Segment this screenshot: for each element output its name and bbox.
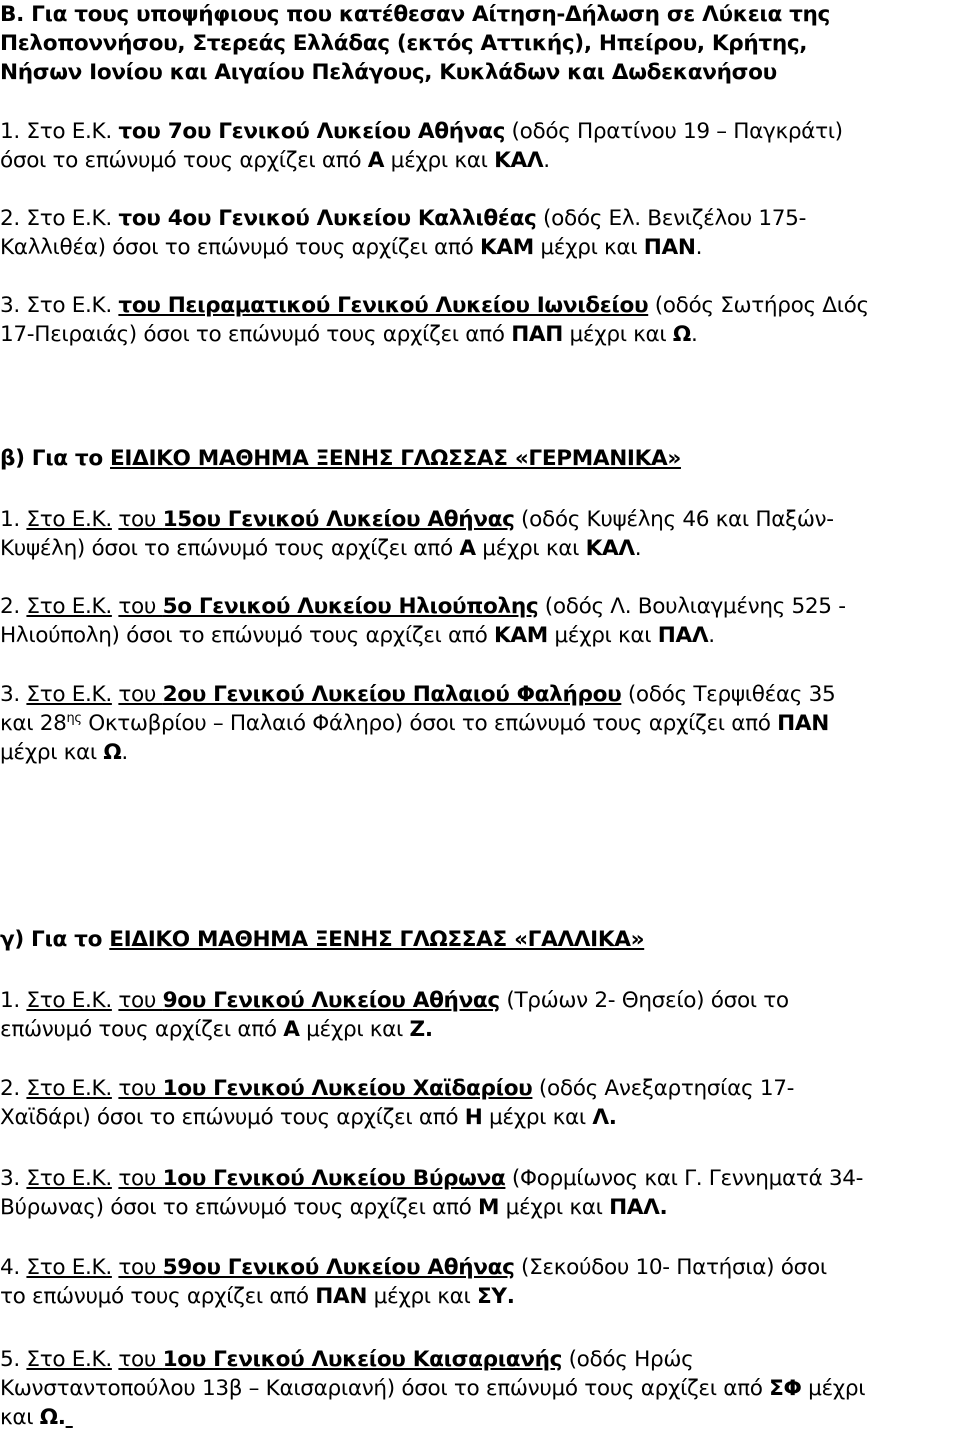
range-from: ΠΑΝ <box>315 1284 368 1309</box>
exam-center-label: Στο Ε.Κ. <box>26 293 112 318</box>
exam-center-label: Στο Ε.Κ. <box>26 594 112 619</box>
exam-center-label: Στο Ε.Κ. <box>26 682 112 707</box>
item-number: 2. <box>0 206 20 231</box>
school-name: του 4ου Γενικού Λυκείου Καλλιθέας <box>118 206 537 231</box>
range-to: ΚΑΛ <box>585 536 635 561</box>
range-from: Α <box>283 1017 300 1042</box>
range-from: ΠΑΝ <box>777 711 829 736</box>
school-name: 2ου Γενικού Λυκείου Παλαιού Φαλήρου <box>162 682 622 707</box>
subject-title: ΕΙΔΙΚΟ ΜΑΘΗΜΑ ΞΕΝΗΣ ΓΛΩΣΣΑΣ «ΓΕΡΜΑΝΙΚΑ» <box>110 446 681 471</box>
range-from: Α <box>367 148 385 173</box>
exam-center-label: Στο Ε.Κ. <box>26 988 112 1013</box>
list-item: 1. Στο Ε.Κ. του 15ου Γενικού Λυκείου Αθήνας (οδός Κυψέλης 46 και Παξών- Κυψέλη) όσοι το επώνυμό τους αρχίζει από Α μέχρι και ΚΑΛ. <box>0 507 834 561</box>
address: (Τρώων 2- Θησείο) όσοι το <box>499 988 789 1013</box>
list-item: 2. Στο Ε.Κ. του 4ου Γενικού Λυκείου Καλλιθέας (οδός Ελ. Βενιζέλου 175- Καλλιθέα) όσοι το επώνυμό τους αρχίζει από ΚΑΜ μέχρι και ΠΑΝ. <box>0 206 807 260</box>
address: (Φορμίωνος και Γ. Γεννηματά 34- <box>505 1166 864 1191</box>
item-number: 2. <box>0 594 20 619</box>
list-item: 5. Στο Ε.Κ. του 1ου Γενικού Λυκείου Καισαριανής (οδός Ηρώς Κωνσταντοπούλου 13β – Καισαριανή) όσοι το επώνυμό τους αρχίζει από ΣΦ μέχρι και Ω. <box>0 1347 866 1430</box>
exam-center-label: Στο Ε.Κ. <box>26 206 112 231</box>
item-number: 3. <box>0 682 20 707</box>
school-name: 5ο Γενικού Λυκείου Ηλιούπολης <box>162 594 539 619</box>
range-from: Η <box>464 1105 483 1130</box>
range-to: ΚΑΛ <box>494 148 544 173</box>
item-number: 1. <box>0 988 20 1013</box>
address: (οδός Τερψιθέας 35 <box>621 682 836 707</box>
item-number: 5. <box>0 1347 20 1372</box>
school-name: 15ου Γενικού Λυκείου Αθήνας <box>162 507 515 532</box>
address: (οδός Πρατίνου 19 – Παγκράτι) <box>505 119 843 144</box>
range-from: Α <box>459 536 476 561</box>
range-to: Λ <box>592 1105 609 1130</box>
range-from: Μ <box>478 1195 500 1220</box>
range-to: Ω <box>672 322 691 347</box>
exam-center-label: Στο Ε.Κ. <box>26 1166 112 1191</box>
item-number: 3. <box>0 1166 20 1191</box>
range-to: ΠΑΛ <box>657 623 709 648</box>
section-b-heading <box>0 0 960 87</box>
list-item: 2. Στο Ε.Κ. του 5ο Γενικού Λυκείου Ηλιούπολης (οδός Λ. Βουλιαγμένης 525 - Ηλιούπολη) όσοι το επώνυμό τους αρχίζει από ΚΑΜ μέχρι και ΠΑΛ. <box>0 594 846 648</box>
subject-title: ΕΙΔΙΚΟ ΜΑΘΗΜΑ ΞΕΝΗΣ ΓΛΩΣΣΑΣ «ΓΑΛΛΙΚΑ» <box>109 927 645 952</box>
school-name: του 7ου Γενικού Λυκείου Αθήνας <box>118 119 506 144</box>
list-item: 4. Στο Ε.Κ. του 59ου Γενικού Λυκείου Αθήνας (Σεκούδου 10- Πατήσια) όσοι το επώνυμό τους αρχίζει από ΠΑΝ μέχρι και ΣΥ. <box>0 1255 827 1309</box>
exam-center-label: Στο Ε.Κ. <box>26 119 112 144</box>
range-from: ΣΦ <box>769 1376 802 1401</box>
address: (οδός Κυψέλης 46 και Παξών- <box>514 507 834 532</box>
school-name: 1ου Γενικού Λυκείου Βύρωνα <box>162 1166 506 1191</box>
exam-center-label: Στο Ε.Κ. <box>26 1076 112 1101</box>
range-to: ΣΥ <box>477 1284 507 1309</box>
exam-center-label: Στο Ε.Κ. <box>26 507 112 532</box>
list-item: 3. Στο Ε.Κ. του Πειραματικού Γενικού Λυκείου Ιωνιδείου (οδός Σωτήρος Διός 17-Πειραιάς) όσοι το επώνυμό τους αρχίζει από ΠΑΠ μέχρι και Ω. <box>0 293 869 347</box>
item-number: 3. <box>0 293 20 318</box>
school-name: 59ου Γενικού Λυκείου Αθήνας <box>162 1255 515 1280</box>
address: (οδός Σωτήρος Διός <box>648 293 869 318</box>
section-gamma-heading: γ) Για το ΕΙΔΙΚΟ ΜΑΘΗΜΑ ΞΕΝΗΣ ΓΛΩΣΣΑΣ «ΓΑΛΛΙΚΑ» <box>0 927 645 952</box>
range-to: ΠΑΝ <box>643 235 696 260</box>
address: (οδός Ανεξαρτησίας 17- <box>532 1076 795 1101</box>
range-to: Ω <box>39 1405 58 1430</box>
range-from: ΠΑΠ <box>511 322 563 347</box>
item-number: 4. <box>0 1255 20 1280</box>
school-name: του Πειραματικού Γενικού Λυκείου Ιωνιδείου <box>118 293 649 318</box>
address: (οδός Ηρώς <box>562 1347 694 1372</box>
address: (οδός Λ. Βουλιαγμένης 525 - <box>538 594 846 619</box>
range-from: ΚΑΜ <box>479 235 534 260</box>
range-to: Ω <box>103 740 122 765</box>
school-name: 9ου Γενικού Λυκείου Αθήνας <box>162 988 500 1013</box>
range-to: Ζ <box>409 1017 425 1042</box>
item-number: 2. <box>0 1076 20 1101</box>
section-beta-heading: β) Για το ΕΙΔΙΚΟ ΜΑΘΗΜΑ ΞΕΝΗΣ ΓΛΩΣΣΑΣ «ΓΕΡΜΑΝΙΚΑ» <box>0 446 681 471</box>
heading-line: Πελοποννήσου, Στερεάς Ελλάδας (εκτός Αττικής), Ηπείρου, Κρήτης, <box>0 31 808 56</box>
address: (Σεκούδου 10- Πατήσια) όσοι <box>514 1255 827 1280</box>
list-item: 1. Στο Ε.Κ. του 9ου Γενικού Λυκείου Αθήνας (Τρώων 2- Θησείο) όσοι το επώνυμό τους αρχίζει από Α μέχρι και Ζ. <box>0 988 789 1042</box>
item-number: 1. <box>0 507 20 532</box>
exam-center-label: Στο Ε.Κ. <box>26 1255 112 1280</box>
address: (οδός Ελ. Βενιζέλου 175- <box>536 206 807 231</box>
heading-line: Νήσων Ιονίου και Αιγαίου Πελάγους, Κυκλάδων και Δωδεκανήσου <box>0 60 777 85</box>
list-item: 1. Στο Ε.Κ. του 7ου Γενικού Λυκείου Αθήνας (οδός Πρατίνου 19 – Παγκράτι) όσοι το επώνυμό τους αρχίζει από Α μέχρι και ΚΑΛ. <box>0 119 843 173</box>
heading-line: Β. Για τους υποψήφιους που κατέθεσαν Αίτηση-Δήλωση σε Λύκεια της <box>0 2 830 27</box>
school-name: 1ου Γενικού Λυκείου Καισαριανής <box>162 1347 563 1372</box>
list-item: 3. Στο Ε.Κ. του 2ου Γενικού Λυκείου Παλαιού Φαλήρου (οδός Τερψιθέας 35 και $28^{\eta\varsigma}$ Οκτωβρίου – Παλαιό Φάληρο) όσοι το επώνυμό τους αρχίζει από ΠΑΝ μέχρι και Ω. <box>0 682 836 765</box>
range-from: ΚΑΜ <box>493 623 548 648</box>
list-item: 2. Στο Ε.Κ. του 1ου Γενικού Λυκείου Χαϊδαρίου (οδός Ανεξαρτησίας 17- Χαϊδάρι) όσοι το επώνυμό τους αρχίζει από Η μέχρι και Λ. <box>0 1076 795 1130</box>
exam-center-label: Στο Ε.Κ. <box>26 1347 112 1372</box>
range-to: ΠΑΛ <box>609 1195 660 1220</box>
ordinal-suffix: ης <box>66 711 82 726</box>
school-name: 1ου Γενικού Λυκείου Χαϊδαρίου <box>162 1076 533 1101</box>
list-item: 3. Στο Ε.Κ. του 1ου Γενικού Λυκείου Βύρωνα (Φορμίωνος και Γ. Γεννηματά 34- Βύρωνας) όσοι το επώνυμό τους αρχίζει από Μ μέχρι και ΠΑΛ. <box>0 1166 864 1220</box>
item-number: 1. <box>0 119 20 144</box>
